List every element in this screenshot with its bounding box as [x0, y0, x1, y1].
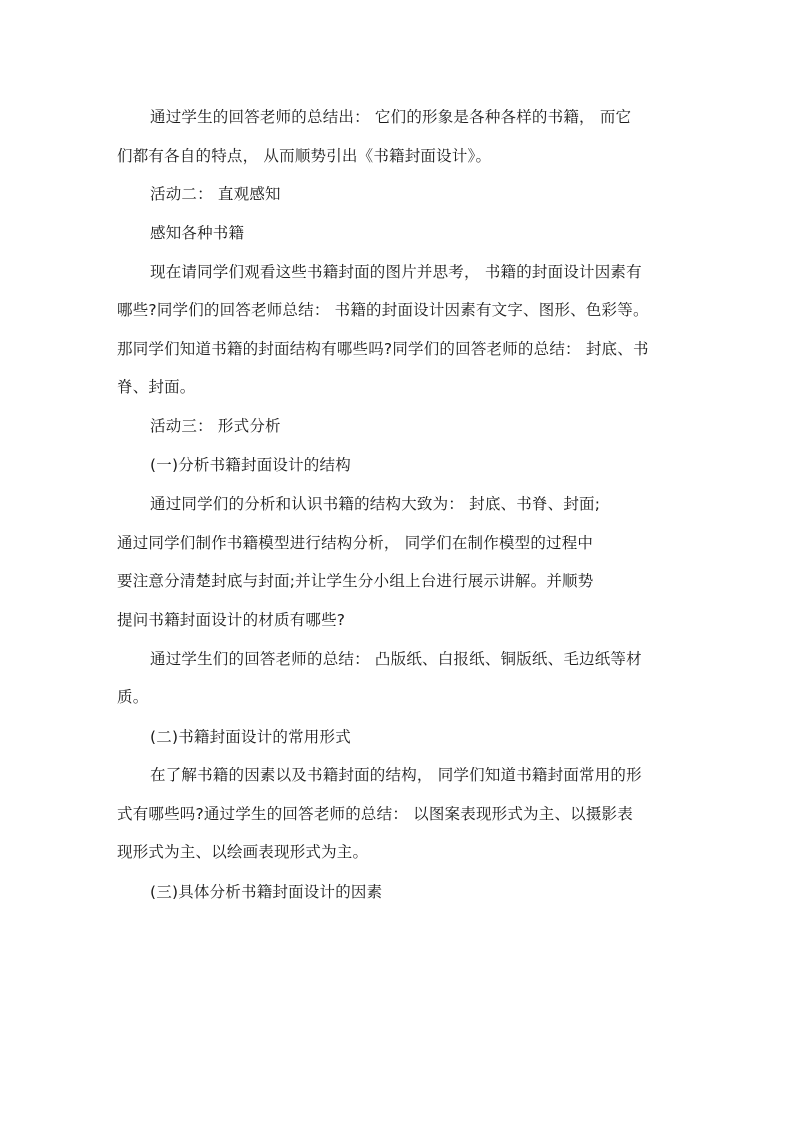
paragraph-line: 质。: [117, 688, 149, 706]
subsection-heading: 感知各种书籍: [150, 224, 245, 242]
paragraph-line: 现形式为主、以绘画表现形式为主。: [117, 843, 369, 861]
paragraph-line: 现在请同学们观看这些书籍封面的图片并思考， 书籍的封面设计因素有: [150, 263, 642, 281]
paragraph-line: 通过同学们的分析和认识书籍的结构大致为： 封底、书脊、封面;: [150, 495, 601, 513]
subsection-heading: (一)分析书籍封面设计的结构: [150, 456, 351, 474]
paragraph-line: 脊、封面。: [117, 378, 196, 396]
paragraph-line: 要注意分清楚封底与封面;并让学生分小组上台进行展示讲解。并顺势: [117, 572, 594, 590]
paragraph-line: 通过同学们制作书籍模型进行结构分析， 同学们在制作模型的过程中: [117, 534, 594, 552]
section-heading: 活动三： 形式分析: [150, 417, 281, 435]
paragraph-line: 通过学生们的回答老师的总结： 凸版纸、白报纸、铜版纸、毛边纸等材: [150, 650, 642, 668]
subsection-heading: (三)具体分析书籍封面设计的因素: [150, 883, 383, 901]
paragraph-line: 通过学生的回答老师的总结出： 它们的形象是各种各样的书籍， 而它: [150, 108, 632, 126]
section-heading: 活动二： 直观感知: [150, 185, 281, 203]
paragraph-line: 那同学们知道书籍的封面结构有哪些吗?同学们的回答老师的总结： 封底、书: [117, 340, 649, 358]
paragraph-line: 哪些?同学们的回答老师总结： 书籍的封面设计因素有文字、图形、色彩等。: [117, 301, 649, 319]
paragraph-line: 在了解书籍的因素以及书籍封面的结构， 同学们知道书籍封面常用的形: [150, 766, 642, 784]
subsection-heading: (二)书籍封面设计的常用形式: [150, 728, 351, 746]
paragraph-line: 提问书籍封面设计的材质有哪些?: [117, 611, 346, 629]
paragraph-line: 式有哪些吗?通过学生的回答老师的总结： 以图案表现形式为主、以摄影表: [117, 805, 633, 823]
paragraph-line: 们都有各自的特点， 从而顺势引出《书籍封面设计》。: [117, 147, 492, 165]
